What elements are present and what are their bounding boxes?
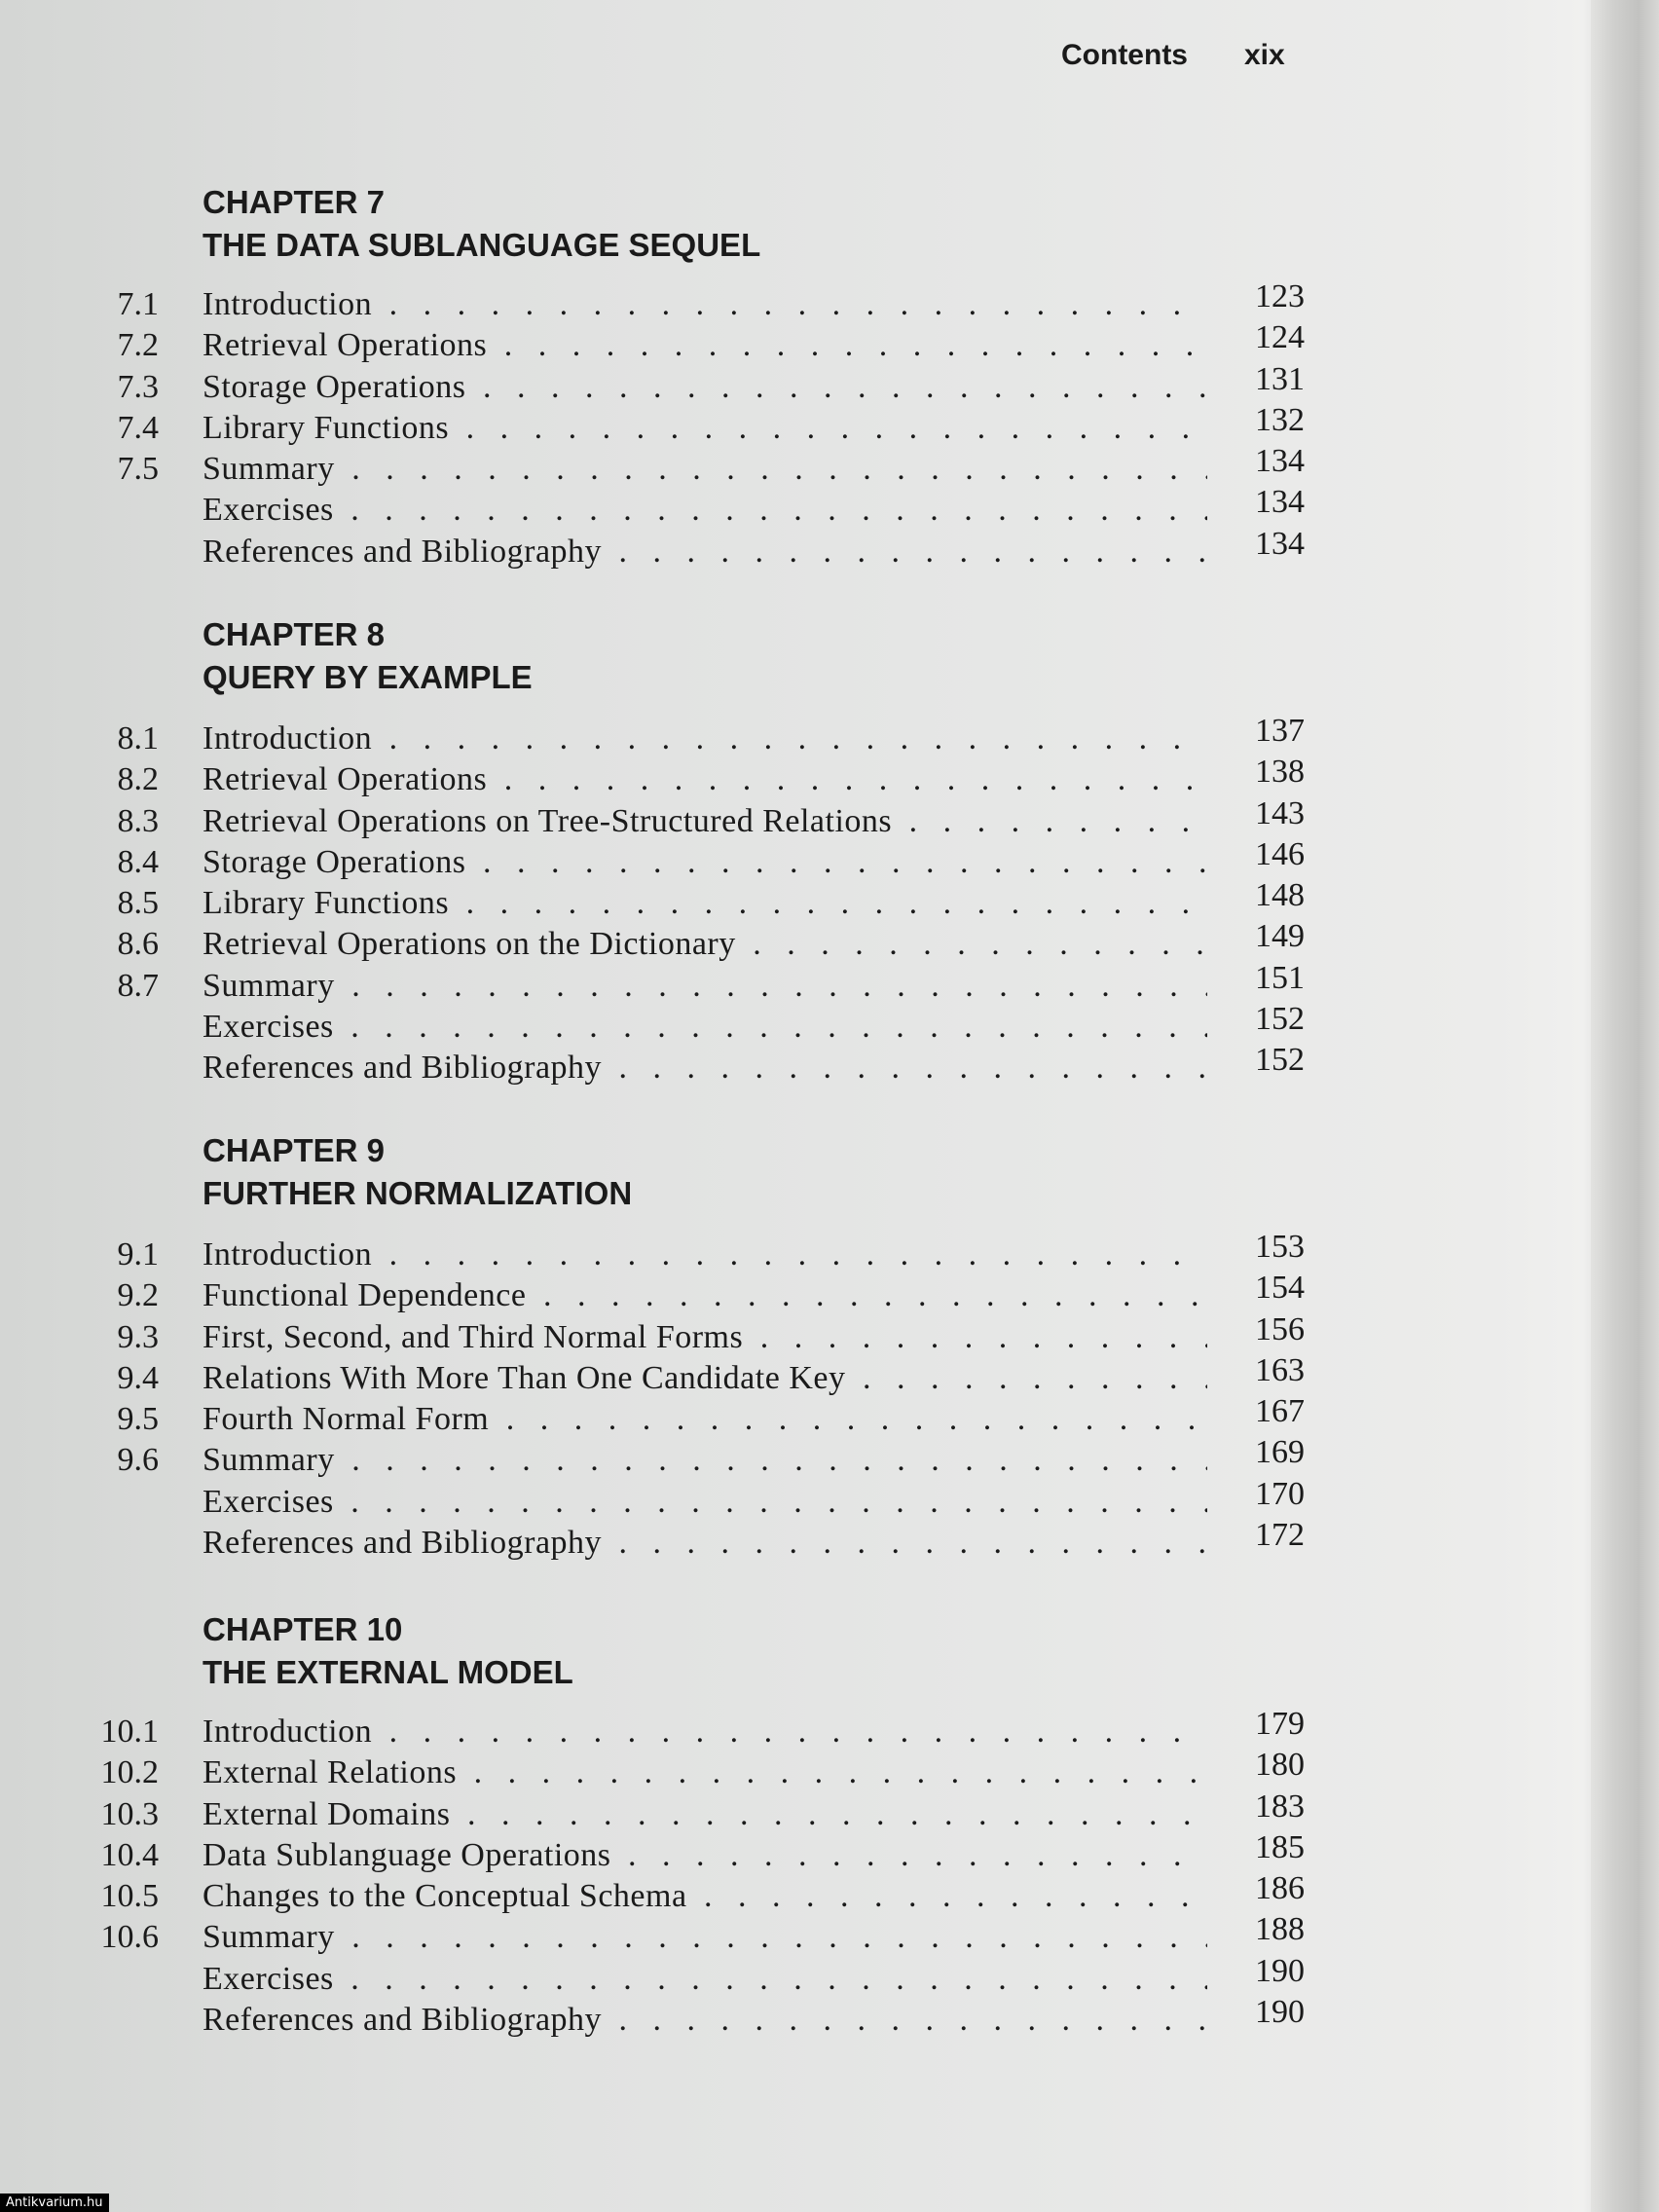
chapter-title: THE EXTERNAL MODEL <box>203 1654 573 1690</box>
toc-entry[interactable] <box>0 1042 1344 1090</box>
entry-title: Retrieval Operations . . . <box>203 761 1207 798</box>
toc-entry[interactable] <box>0 1828 1344 1878</box>
toc-entry[interactable] <box>0 1706 1344 1754</box>
page-number: 143 <box>1255 794 1305 831</box>
section-number: 10.4 <box>100 1836 159 1873</box>
toc-entry[interactable] <box>0 1475 1344 1525</box>
entry-title: References and Bibliography . . . <box>203 1525 1207 1562</box>
entry-title: Summary . . . <box>203 451 1207 488</box>
entry-title: Storage Operations . . . <box>203 369 1207 406</box>
toc-entry[interactable] <box>0 918 1344 967</box>
page-number: 169 <box>1255 1434 1305 1471</box>
entry-title: Introduction . . . <box>203 1714 1207 1751</box>
entry-title: Retrieval Operations . . . <box>203 327 1207 364</box>
chapter-heading <box>203 613 1312 699</box>
entry-title: Changes to the Conceptual Schema . . . <box>203 1878 1207 1915</box>
toc-entry[interactable] <box>0 754 1344 802</box>
section-number: 7.1 <box>117 286 159 322</box>
section-number: 7.4 <box>117 409 159 446</box>
toc-entry[interactable] <box>0 794 1344 844</box>
chapter-title: FURTHER NORMALIZATION <box>203 1175 633 1211</box>
toc-section <box>0 1229 1344 1566</box>
entry-title: Retrieval Operations on Tree-Structured Relations . . . <box>203 803 1207 840</box>
chapter-heading <box>203 1608 1312 1694</box>
page-number: 170 <box>1255 1475 1305 1512</box>
chapter-title: THE DATA SUBLANGUAGE SEQUEL <box>203 227 761 263</box>
section-number: 10.5 <box>100 1878 159 1915</box>
page-number: 134 <box>1255 525 1305 562</box>
page-number: 132 <box>1255 401 1305 438</box>
section-number: 9.3 <box>117 1318 159 1355</box>
entry-title: Functional Dependence . . . <box>203 1277 1207 1314</box>
entry-title: Retrieval Operations on the Dictionary . . . <box>203 926 1207 963</box>
toc-entry[interactable] <box>0 1911 1344 1960</box>
entry-title: Summary . . . <box>203 968 1207 1005</box>
page-number: 190 <box>1255 1952 1305 1989</box>
toc-entry[interactable] <box>0 713 1344 761</box>
entry-title: References and Bibliography . . . <box>203 2002 1207 2039</box>
toc-entry[interactable] <box>0 484 1344 533</box>
page-number: 163 <box>1255 1351 1305 1388</box>
entry-title: Summary . . . <box>203 1442 1207 1479</box>
toc-entry[interactable] <box>0 1870 1344 1919</box>
chapter-heading <box>203 181 1312 267</box>
section-number: 9.4 <box>117 1359 159 1396</box>
toc-entry[interactable] <box>0 1001 1344 1050</box>
chapter-label: CHAPTER 8 <box>203 616 386 652</box>
entry-title: External Domains . . . <box>203 1796 1207 1833</box>
page-number: 154 <box>1255 1270 1305 1307</box>
toc-entry[interactable] <box>0 319 1344 368</box>
entry-title: References and Bibliography . . . <box>203 534 1207 571</box>
section-number: 7.2 <box>117 327 159 364</box>
page-number: 172 <box>1255 1517 1305 1554</box>
entry-title: First, Second, and Third Normal Forms . . . <box>203 1319 1207 1356</box>
page-number: 152 <box>1255 1042 1305 1079</box>
toc-entry[interactable] <box>0 835 1344 885</box>
running-head <box>1061 39 1285 72</box>
toc-entry[interactable] <box>0 401 1344 451</box>
page-number: 180 <box>1255 1747 1305 1784</box>
entry-title: External Relations . . . <box>203 1754 1207 1791</box>
watermark-label: Antikvarium.hu <box>0 2194 109 2212</box>
toc-entry[interactable] <box>0 443 1344 492</box>
page-number: 151 <box>1255 959 1305 996</box>
entry-title: Introduction . . . <box>203 720 1207 757</box>
toc-entry[interactable] <box>0 1788 1344 1837</box>
chapter-label: CHAPTER 9 <box>203 1132 386 1168</box>
section-number: 10.1 <box>100 1714 159 1750</box>
page-number: 188 <box>1255 1911 1305 1948</box>
entry-title: References and Bibliography . . . <box>203 1050 1207 1087</box>
toc-entry[interactable] <box>0 959 1344 1009</box>
page-number: 123 <box>1255 278 1305 314</box>
page-number: 153 <box>1255 1229 1305 1265</box>
page-number: 124 <box>1255 319 1305 356</box>
entry-title: Relations With More Than One Candidate Key . . . <box>203 1360 1207 1397</box>
section-number: 8.7 <box>117 967 159 1004</box>
toc-section <box>0 278 1344 574</box>
section-number: 7.3 <box>117 368 159 405</box>
entry-title: Data Sublanguage Operations . . . <box>203 1837 1207 1874</box>
chapter-heading <box>203 1129 1312 1215</box>
toc-entry[interactable] <box>0 1310 1344 1360</box>
toc-section <box>0 713 1344 1091</box>
section-number: 10.2 <box>100 1754 159 1791</box>
page-number: 131 <box>1255 360 1305 397</box>
toc-entry[interactable] <box>0 1270 1344 1318</box>
entry-title: Summary . . . <box>203 1919 1207 1956</box>
toc-entry[interactable] <box>0 877 1344 926</box>
entry-title: Fourth Normal Form . . . <box>203 1401 1207 1438</box>
section-number: 9.1 <box>117 1236 159 1272</box>
entry-title: Exercises . . . <box>203 1484 1207 1521</box>
toc-section <box>0 1706 1344 2043</box>
chapter-label: CHAPTER 7 <box>203 184 386 220</box>
page-edge <box>1591 0 1659 2212</box>
toc-entry[interactable] <box>0 1393 1344 1442</box>
toc-entry[interactable] <box>0 1747 1344 1795</box>
entry-title: Introduction . . . <box>203 286 1207 323</box>
section-number: 8.4 <box>117 843 159 880</box>
toc-entry[interactable] <box>0 1517 1344 1566</box>
section-number: 8.1 <box>117 720 159 756</box>
page-number: 190 <box>1255 1994 1305 2031</box>
toc-entry[interactable] <box>0 1994 1344 2043</box>
entry-title: Exercises . . . <box>203 1961 1207 1998</box>
chapter-title: QUERY BY EXAMPLE <box>203 659 533 695</box>
section-number: 8.6 <box>117 926 159 963</box>
toc-entry[interactable] <box>0 1351 1344 1401</box>
toc-entry[interactable] <box>0 525 1344 574</box>
entry-title: Exercises . . . <box>203 492 1207 529</box>
entry-title: Library Functions . . . <box>203 410 1207 447</box>
entry-title: Introduction . . . <box>203 1236 1207 1273</box>
page-number: 148 <box>1255 877 1305 914</box>
section-number: 9.2 <box>117 1277 159 1314</box>
toc-entry[interactable] <box>0 360 1344 410</box>
page-number: 156 <box>1255 1310 1305 1347</box>
toc-entry[interactable] <box>0 1952 1344 2002</box>
section-number: 8.3 <box>117 802 159 839</box>
page-number: 134 <box>1255 484 1305 521</box>
page-number: 185 <box>1255 1828 1305 1865</box>
page-number: 138 <box>1255 754 1305 791</box>
page-folio: xix <box>1244 39 1285 71</box>
page-number: 149 <box>1255 918 1305 955</box>
running-title: Contents <box>1061 39 1188 71</box>
section-number: 8.2 <box>117 761 159 798</box>
entry-title: Storage Operations . . . <box>203 844 1207 881</box>
section-number: 10.6 <box>100 1919 159 1956</box>
section-number: 10.3 <box>100 1795 159 1832</box>
toc-entry[interactable] <box>0 1229 1344 1277</box>
page-number: 134 <box>1255 443 1305 480</box>
page-number: 183 <box>1255 1788 1305 1825</box>
page-number: 186 <box>1255 1870 1305 1907</box>
entry-title: Exercises . . . <box>203 1009 1207 1046</box>
page-number: 179 <box>1255 1706 1305 1742</box>
section-number: 8.5 <box>117 885 159 922</box>
page-number: 146 <box>1255 835 1305 872</box>
page-number: 152 <box>1255 1001 1305 1038</box>
page-number: 167 <box>1255 1393 1305 1430</box>
entry-title: Library Functions . . . <box>203 885 1207 922</box>
toc-entry[interactable] <box>0 1434 1344 1483</box>
section-number: 7.5 <box>117 451 159 488</box>
page-number: 137 <box>1255 713 1305 749</box>
section-number: 9.5 <box>117 1401 159 1438</box>
chapter-label: CHAPTER 10 <box>203 1611 403 1647</box>
section-number: 9.6 <box>117 1442 159 1479</box>
toc-entry[interactable] <box>0 278 1344 327</box>
